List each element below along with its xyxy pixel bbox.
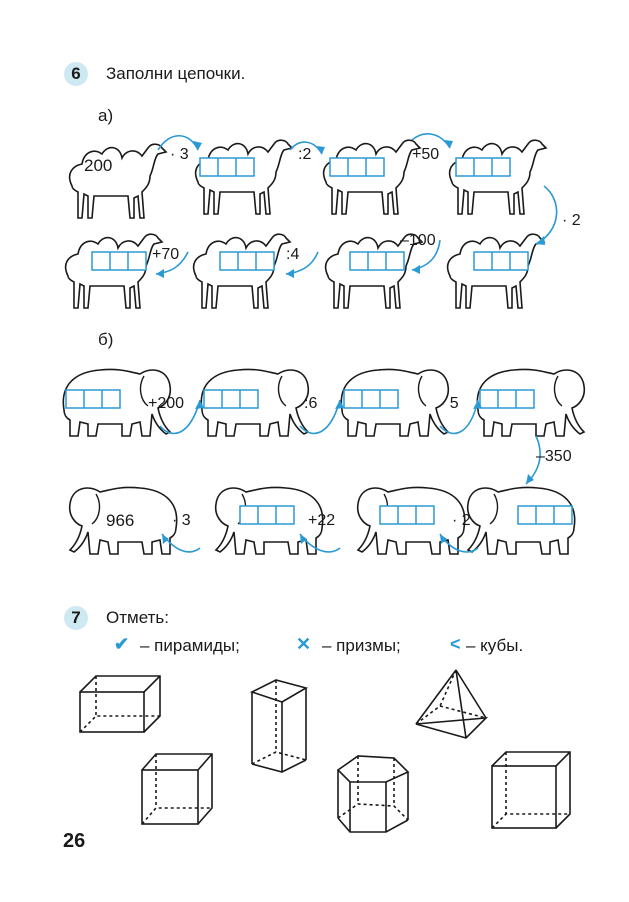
page-number: 26 [63, 830, 86, 852]
elephant-5 [468, 487, 575, 554]
op-a-5: –100 [400, 232, 436, 249]
solid-cube-2 [492, 752, 570, 828]
op-a-7: +70 [152, 246, 180, 263]
op-b-4: –350 [536, 448, 572, 465]
op-a-2: :2 [298, 146, 312, 163]
task7-title: Отметь: [106, 608, 169, 627]
elephant-2 [201, 369, 308, 436]
camel-5 [448, 234, 544, 308]
op-b-7: · 3 [172, 512, 191, 529]
elephant-3 [341, 369, 448, 436]
op-b-5: · 2 [452, 512, 471, 529]
legend-pyramids: – пирамиды; [140, 636, 240, 655]
camel-7 [194, 234, 290, 308]
camel-start-value: 200 [84, 156, 113, 175]
task7-number-badge: 7 [64, 606, 88, 630]
checkmark-icon: ✔ [114, 634, 130, 654]
angle-icon: < [450, 634, 461, 654]
camel-2 [196, 140, 292, 214]
op-b-2: :6 [304, 395, 318, 412]
elephant-end-value: 966 [106, 511, 135, 530]
op-b-6: +22 [308, 512, 336, 529]
camel-3 [324, 140, 420, 214]
solid-cuboid [80, 676, 160, 732]
part-a-label: а) [98, 106, 114, 125]
solid-cube-1 [142, 754, 212, 824]
camel-4 [450, 140, 546, 214]
solid-triangular-prism [252, 680, 306, 772]
legend-cubes: – кубы. [466, 636, 524, 655]
elephant-7 [216, 487, 323, 554]
camel-8 [66, 234, 162, 308]
op-b-3: · 5 [440, 395, 459, 412]
op-a-4: · 2 [562, 212, 581, 229]
cross-icon: ✕ [296, 634, 312, 654]
legend-prisms: – призмы; [322, 636, 401, 655]
op-a-1: · 3 [170, 146, 189, 163]
op-a-6: :4 [286, 246, 300, 263]
op-b-1: +200 [148, 395, 185, 412]
op-a-3: +50 [412, 146, 440, 163]
task6-title: Заполни цепочки. [106, 64, 246, 83]
solid-pyramid [416, 670, 486, 738]
solid-pentagonal-prism [338, 756, 408, 832]
task6-number-badge: 6 [64, 62, 88, 86]
elephant-4 [477, 369, 584, 436]
part-b-label: б) [98, 330, 114, 349]
